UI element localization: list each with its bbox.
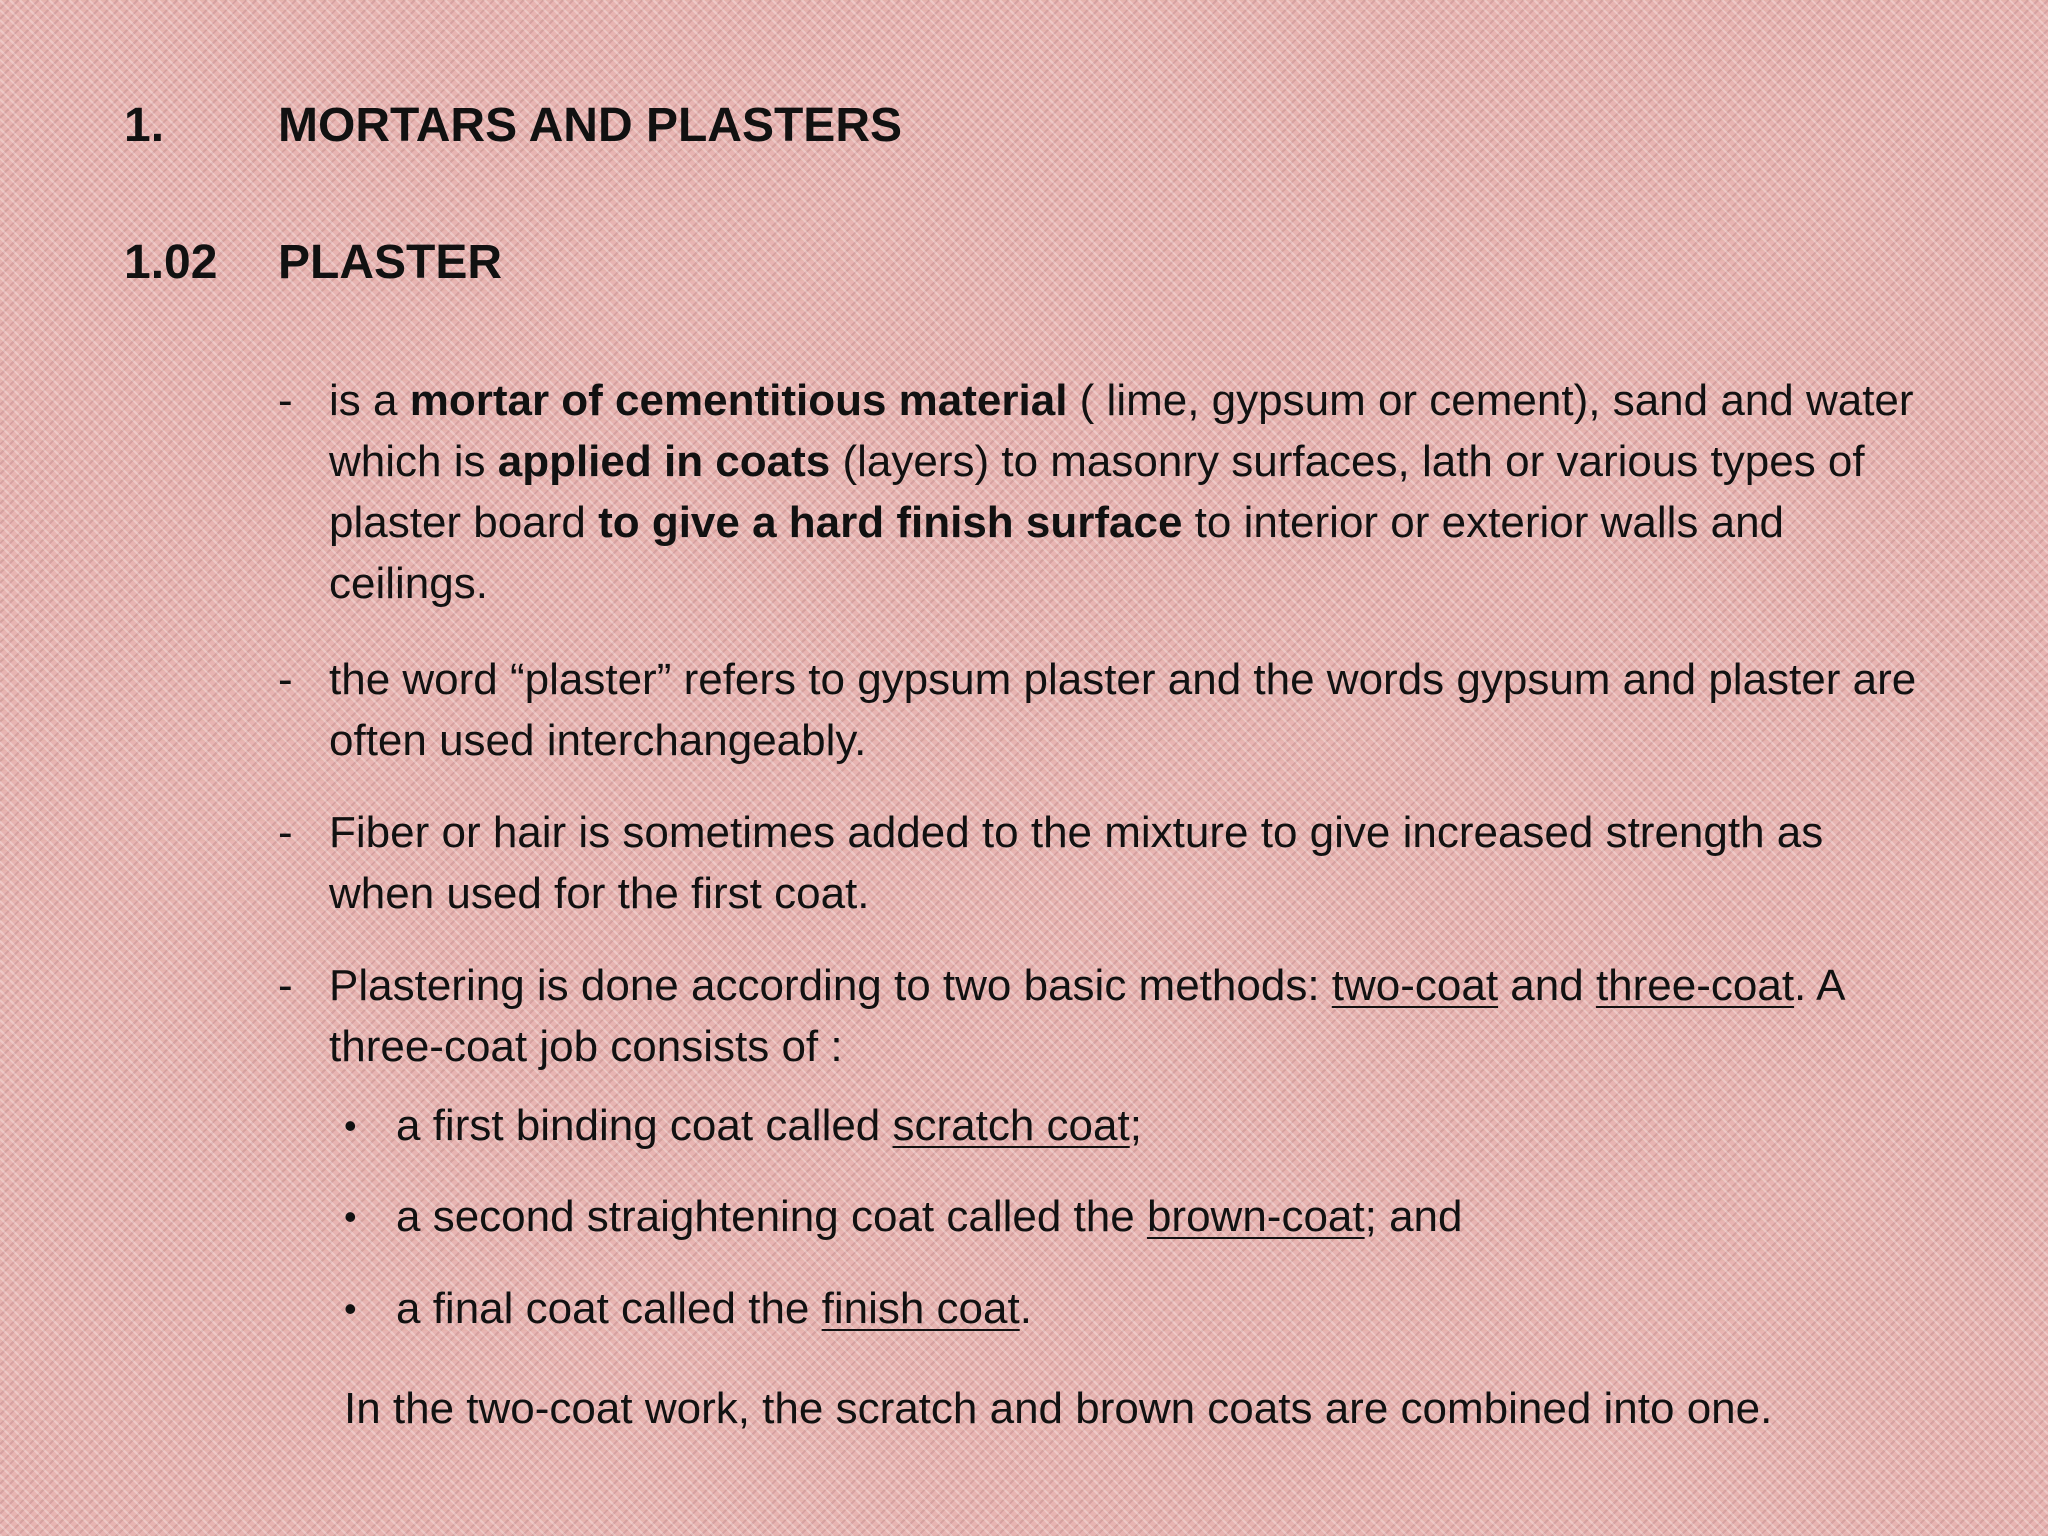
paragraph-text: the word “plaster” refers to gypsum plaster and the words gypsum and plaster are often used interchangeably.	[329, 655, 1917, 765]
list-item	[344, 1186, 1463, 1247]
text-run: ( lime, gypsum or cement), sand and water which is	[329, 376, 1914, 486]
paragraph-text	[329, 370, 1918, 614]
list-item	[344, 1095, 1142, 1156]
subsection-title: PLASTER	[278, 236, 503, 289]
bold-term: mortar of cementitious material	[409, 376, 1068, 425]
underlined-term: two-coat	[1331, 961, 1499, 1010]
text-run: is a	[329, 376, 410, 425]
text-run: Plastering is done according to two basic methods:	[329, 961, 1332, 1010]
bullet-icon: •	[344, 1105, 357, 1146]
text-run: a final coat called the	[396, 1284, 822, 1333]
dash-marker: -	[278, 961, 293, 1010]
text-run: . A three-coat job consists of :	[329, 961, 1843, 1071]
underlined-term: finish coat	[821, 1284, 1020, 1333]
list-item-text	[396, 1095, 1142, 1156]
text-run: a second straightening coat called the	[396, 1192, 1147, 1241]
text-run: ;	[1129, 1101, 1142, 1150]
dash-marker: -	[278, 655, 293, 704]
text-run: ; and	[1364, 1192, 1463, 1241]
methods-paragraph	[278, 955, 1918, 1077]
paragraph-text: Fiber or hair is sometimes added to the mixture to give increased strength as when used for the first coat.	[329, 808, 1824, 918]
list-item	[344, 1278, 1032, 1339]
text-run: to interior or exterior walls and ceilings.	[329, 498, 1785, 608]
list-item-text	[396, 1278, 1032, 1339]
list-item-text	[396, 1186, 1463, 1247]
fiber-paragraph	[278, 802, 1918, 924]
text-run: .	[1019, 1284, 1032, 1333]
text-run: (layers) to masonry surfaces, lath or various types of plaster board	[329, 437, 1865, 547]
section-number: 1.	[124, 99, 165, 152]
text-run: and	[1498, 961, 1596, 1010]
subsection-number: 1.02	[124, 236, 218, 289]
underlined-term: scratch coat	[892, 1101, 1130, 1150]
text-run: a first binding coat called	[396, 1101, 893, 1150]
section-title: MORTARS AND PLASTERS	[278, 99, 902, 152]
underlined-term: brown-coat	[1146, 1192, 1365, 1241]
dash-marker: -	[278, 376, 293, 425]
paragraph-text	[329, 955, 1918, 1077]
definition-paragraph	[278, 370, 1918, 614]
dash-marker: -	[278, 808, 293, 857]
underlined-term: three-coat	[1595, 961, 1795, 1010]
closing-note: In the two-coat work, the scratch and brown coats are combined into one.	[344, 1384, 1773, 1433]
bullet-icon: •	[344, 1288, 357, 1329]
terminology-paragraph	[278, 649, 1918, 771]
bullet-icon: •	[344, 1196, 357, 1237]
bold-term: to give a hard finish surface	[598, 498, 1183, 547]
bold-term: applied in coats	[497, 437, 831, 486]
